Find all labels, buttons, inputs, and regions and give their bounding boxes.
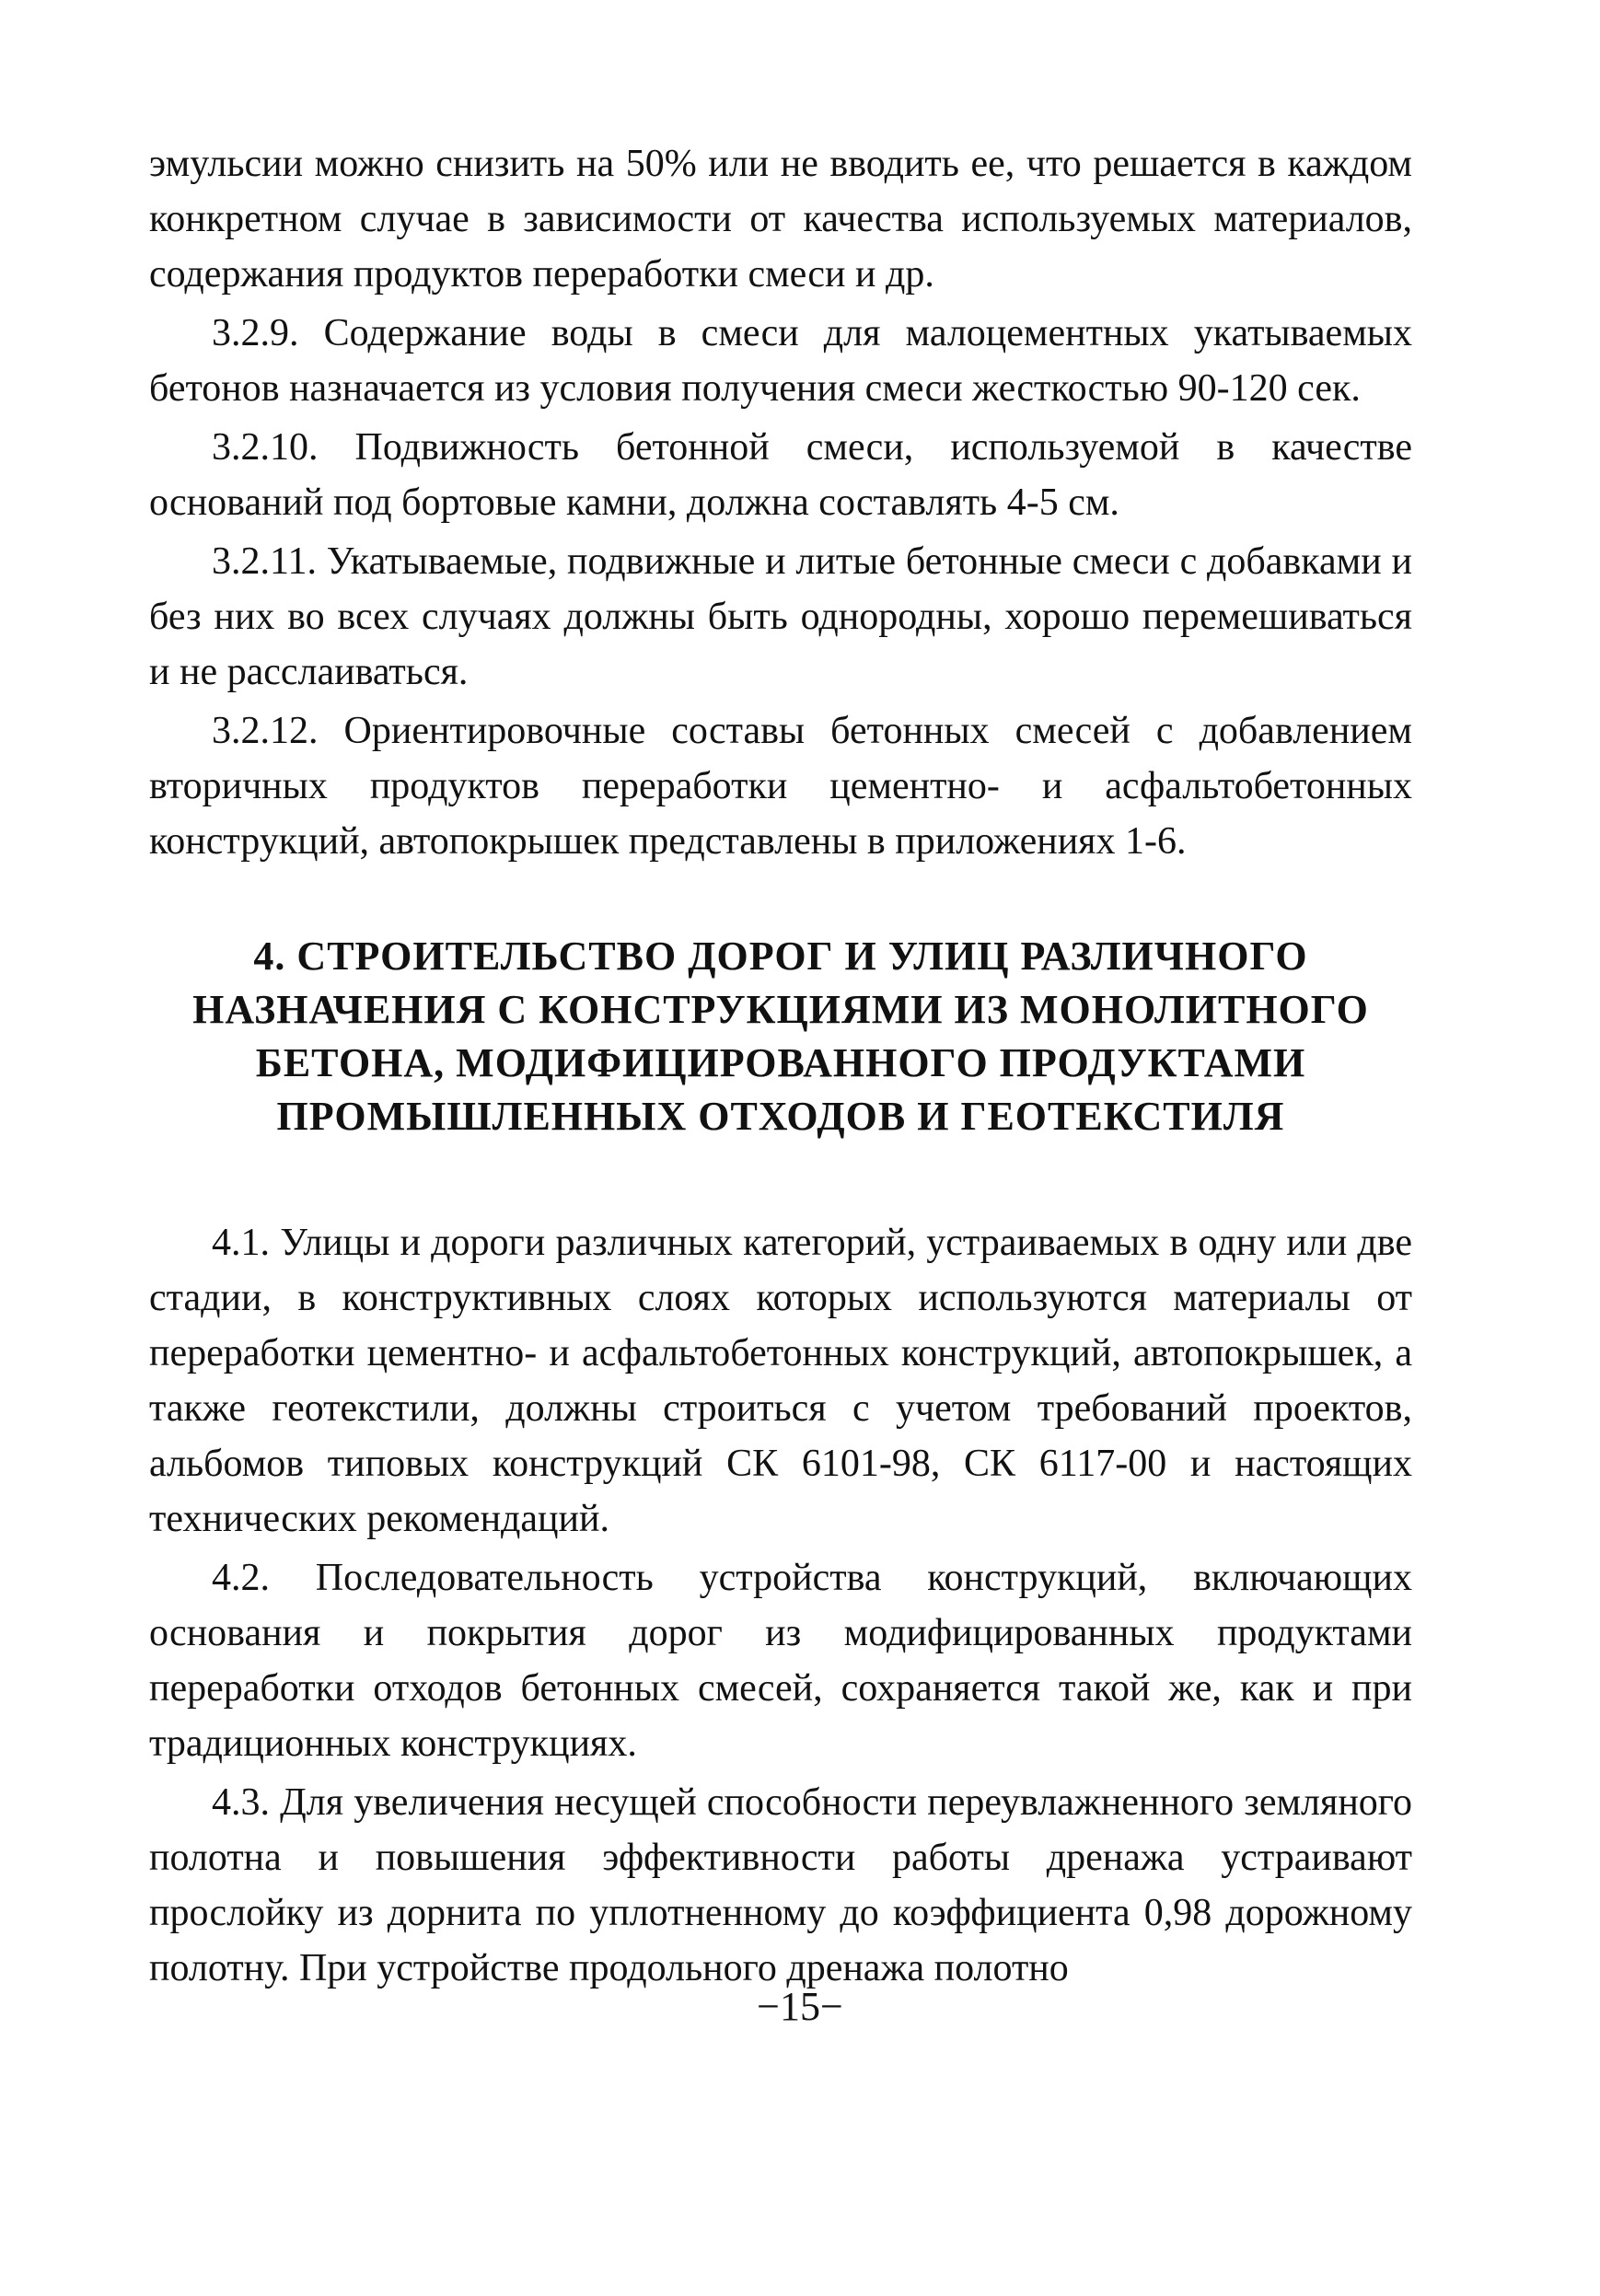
- paragraph-3-2-11: 3.2.11. Укатываемые, подвижные и литые бетонные смеси с добавками и без них во всех случаях должны быть однородны, хорошо перемешиваться и не расслаиваться.: [149, 540, 1412, 693]
- section-heading: [149, 930, 1412, 1143]
- section-heading-line: ПРОМЫШЛЕННЫХ ОТХОДОВ И ГЕОТЕКСТИЛЯ: [276, 1094, 1285, 1139]
- section-heading-line: 4. СТРОИТЕЛЬСТВО ДОРОГ И УЛИЦ РАЗЛИЧНОГО: [253, 933, 1308, 979]
- section-heading-line: НАЗНАЧЕНИЯ С КОНСТРУКЦИЯМИ ИЗ МОНОЛИТНОГО: [192, 987, 1369, 1032]
- paragraph-4-3: 4.3. Для увеличения несущей способности переувлажненного земляного полотна и повышения эффективности работы дренажа устраивают прослойку из дорнита по уплотненному до коэффициента 0,98 дорожному полотну. При устройстве продольного дренажа полотно: [149, 1781, 1412, 1989]
- paragraph-3-2-9: 3.2.9. Содержание воды в смеси для малоцементных укатываемых бетонов назначается из условия получения смеси жесткостью 90-120 сек.: [149, 312, 1412, 410]
- page-number: −15−: [757, 1984, 843, 2029]
- page-body: [149, 136, 1412, 1996]
- paragraph-4-2: 4.2. Последовательность устройства конструкций, включающих основания и покрытия дорог из модифицированных продуктами переработки отходов бетонных смесей, сохраняется такой же, как и при традиционных конструкциях.: [149, 1557, 1412, 1765]
- paragraph-4-1: 4.1. Улицы и дороги различных категорий, устраиваемых в одну или две стадии, в конструктивных слоях которых используются материалы от переработки цементно- и асфальтобетонных конструкций, автопокрышек, а также геотекстили, должны строиться с учетом требований проектов, альбомов типовых конструкций СК 6101-98, СК 6117-00 и настоящих технических рекомендаций.: [149, 1222, 1412, 1540]
- section-heading-line: БЕТОНА, МОДИФИЦИРОВАННОГО ПРОДУКТАМИ: [255, 1040, 1306, 1085]
- paragraph-3-2-10: 3.2.10. Подвижность бетонной смеси, используемой в качестве оснований под бортовые камни, должна составлять 4-5 см.: [149, 426, 1412, 524]
- paragraph-3-2-12: 3.2.12. Ориентировочные составы бетонных смесей с добавлением вторичных продуктов переработки цементно- и асфальтобетонных конструкций, автопокрышек представлены в приложениях 1-6.: [149, 710, 1412, 863]
- paragraph-continuation: эмульсии можно снизить на 50% или не вводить ее, что решается в каждом конкретном случае в зависимости от качества используемых материалов, содержания продуктов переработки смеси и др.: [149, 143, 1412, 296]
